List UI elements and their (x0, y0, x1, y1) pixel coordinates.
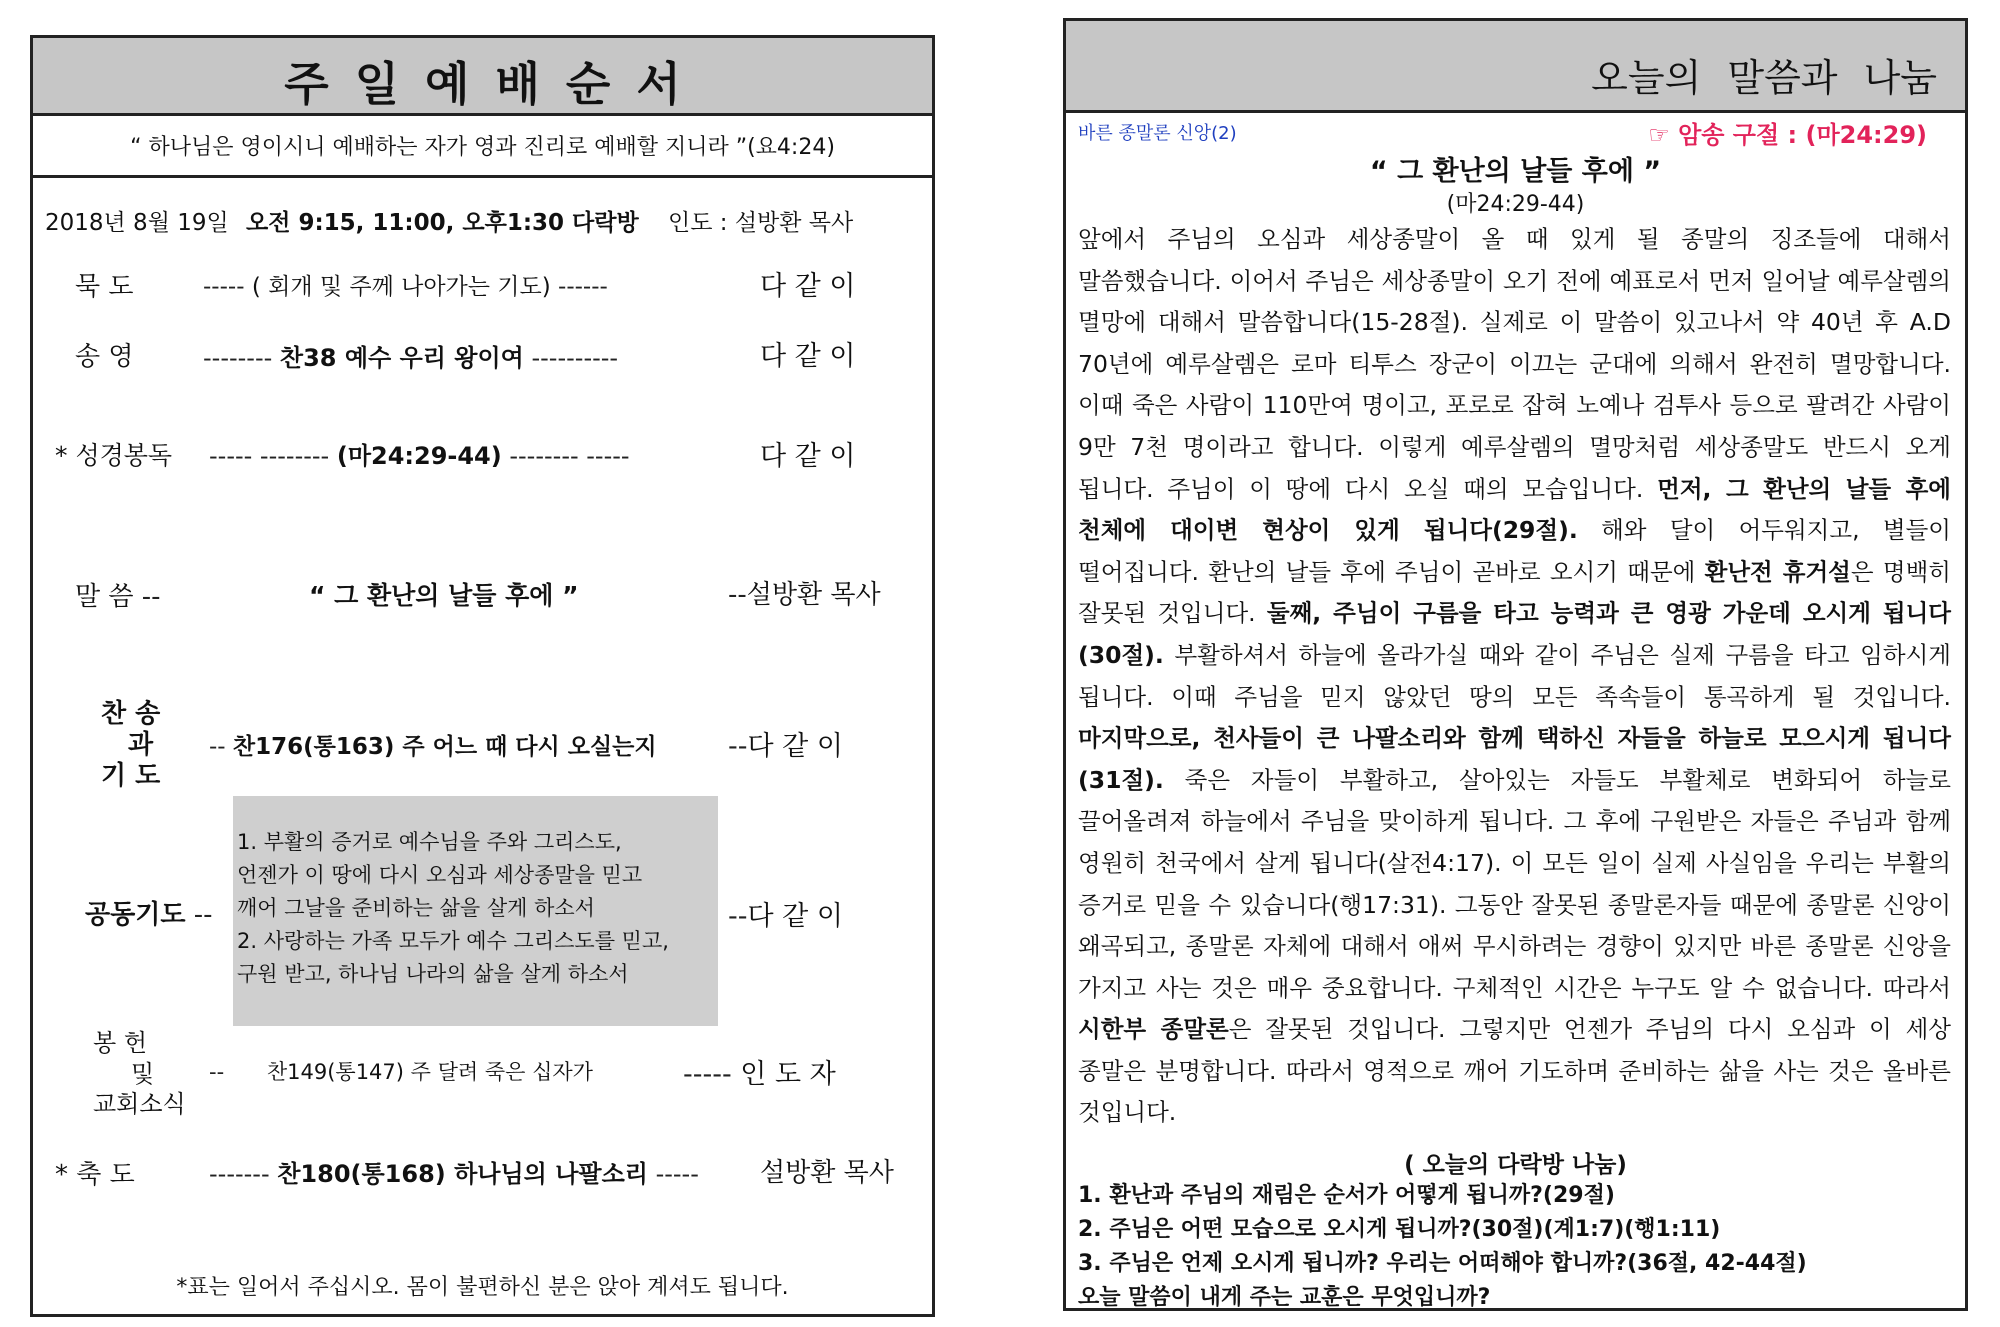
prayer-line: 언젠가 이 땅에 다시 오심과 세상종말을 믿고 (237, 863, 643, 887)
item-sermon-title: “ 그 환난의 날들 후에 ” (309, 581, 579, 610)
item-offering-label-1: 봉 헌 (93, 1029, 147, 1057)
item-doxology-label: 송 영 (75, 342, 134, 372)
body-text-6: 은 잘못된 것입니다. 그렇지만 언젠가 주님의 다시 오심과 이 세상 종말은 분명합니다. 따라서 영적으로 깨어 기도하며 준비하는 삶을 사는 것은 올바른 것입니다. (1078, 1015, 1951, 1127)
item-benediction-lead: 설방환 목사 (760, 1158, 894, 1188)
body-emphasis-5: 시한부 종말론 (1078, 1015, 1229, 1044)
body-emphasis-4: 마지막으로, 천사들이 큰 나팔소리와 함께 택하신 자들을 하늘로 모으시게 됩니다(31절). (1078, 724, 1951, 794)
word-and-sharing-panel (1063, 18, 1968, 1311)
offering-lead-text: 인 도 자 (740, 1059, 836, 1090)
item-benediction-content: ------- 찬180(통168) 하나님의 나팔소리 ----- (209, 1160, 699, 1188)
sermon-series-label: 바른 종말론 신앙(2) (1078, 123, 1237, 144)
question-item: 1. 환난과 주님의 재림은 순서가 어떻게 됩니까?(29절) (1078, 1183, 1615, 1208)
offering-hymn: 찬149(통147) 주 달려 죽은 십자가 (266, 1060, 593, 1084)
word-and-sharing-header (1066, 21, 1965, 113)
hymn-title: 찬176(통163) 주 어느 때 다시 오실는지 (232, 734, 657, 760)
item-benediction-label: * 축 도 (55, 1160, 135, 1190)
item-scripture-label: * 성경봉독 (55, 441, 173, 470)
body-text-3: 은 명백히 잘못된 것입니다. (1078, 557, 1951, 628)
body-text-5: 죽은 자들이 부활하고, 살아있는 자들도 부활체로 변화되어 하늘로 끌어올려져 하늘에서 주님을 맞이하게 됩니다. 그 후에 구원받은 자들은 주님과 함께 영원히 천국에서 살게 됩니다(살전4:17). 이 모든 일이 실제 사실임을 우리는 부활의 증거로 믿을 수 있습니다(행17:31). 그동안 잘못된 종말론자들 때문에 종말론 신앙이 왜곡되고, 종말론 자체에 대해서 애써 무시하려는 경향이 있지만 바른 종말론 신앙을 가지고 사는 것은 매우 중요합니다. 구체적인 시간은 누구도 알 수 없습니다. 따라서 (1078, 765, 1951, 1002)
item-offering-label-2: 및 (131, 1060, 155, 1088)
common-prayer-lead-text: 다 같 이 (747, 901, 843, 932)
body-text-2: 해와 달이 어두워지고, 별들이 떨어집니다. 환난의 날들 후에 주님이 곧바로 오시기 때문에 (1078, 516, 1951, 586)
question-item: 오늘 말씀이 내게 주는 교훈은 무엇입니까? (1078, 1285, 1491, 1310)
common-prayer-label-text: 공동기도 (85, 900, 186, 930)
item-sermon-label: 말 씀 -- (75, 582, 161, 612)
item-offering-content: -- 찬149(통147) 주 달려 죽은 십자가 (209, 1060, 593, 1084)
item-hymn-label-2: 과 (128, 730, 154, 760)
item-hymn-content: -- 찬176(통163) 주 어느 때 다시 오실는지 (209, 734, 657, 760)
prayer-line: 구원 받고, 하나님 나라의 삶을 살게 하소서 (237, 962, 629, 986)
item-hymn-label-1: 찬 송 (101, 699, 161, 729)
doxology-hymn: 찬38 예수 우리 왕이여 (279, 344, 524, 372)
item-offering-label-3: 교회소식 (93, 1090, 186, 1118)
item-common-prayer-lead: --다 같 이 (728, 901, 843, 932)
benediction-hymn: 찬180(통168) 하나님의 나팔소리 (277, 1160, 648, 1188)
hymn-lead-text: 다 같 이 (747, 731, 843, 762)
item-common-prayer-label: 공동기도 -- (85, 900, 213, 930)
sharing-title: ( 오늘의 다락방 나눔) (1404, 1152, 1627, 1178)
standing-note: *표는 일어서 주십시오. 몸이 불편하신 분은 앉아 계셔도 됩니다. (176, 1275, 789, 1300)
item-scripture-content: ----- -------- (마24:29-44) -------- ----- (209, 442, 630, 470)
body-emphasis-2: 환난전 휴거설 (1704, 557, 1851, 586)
body-text-4: 부활하셔서 하늘에 올라가실 때와 같이 주님은 실제 구름을 타고 임하시게 됩니다. 이때 주님을 믿지 않았던 땅의 모든 족속들이 통곡하게 될 것입니다. (1078, 640, 1951, 711)
prayer-line: 깨어 그날을 준비하는 삶을 살게 하소서 (237, 896, 595, 920)
memory-verse: ☞ 암송 구절 : (마24:29) (1648, 121, 1927, 149)
body-emphasis-3: 둘째, 주님이 구름을 타고 능력과 큰 영광 가운데 오시게 됩니다(30절). (1078, 599, 1951, 669)
common-prayer-box (233, 796, 718, 1026)
worship-order-header (33, 38, 932, 116)
item-doxology-lead: 다 같 이 (760, 341, 856, 372)
body-emphasis-1: 먼저, 그 환난의 날들 후에 천체에 대이변 현상이 있게 됩니다(29절). (1078, 474, 1952, 545)
sermon-reference: (마24:29-44) (1446, 192, 1585, 217)
word-and-sharing-title: 오늘의 말씀과 나눔 (1591, 56, 1937, 100)
item-scripture-lead: 다 같 이 (760, 441, 856, 472)
sermon-title: “ 그 환난의 날들 후에 ” (1369, 156, 1662, 187)
sermon-preacher-text: 설방환 목사 (746, 580, 881, 610)
service-times: 오전 9:15, 11:00, 오후1:30 다락방 (246, 210, 639, 236)
silent-prayer-text: ( 회개 및 주께 나아가는 기도) (251, 274, 551, 300)
item-hymn-label-3: 기 도 (101, 761, 161, 791)
item-doxology-content: -------- 찬38 예수 우리 왕이여 ---------- (203, 344, 619, 372)
item-offering-lead: ----- 인 도 자 (683, 1059, 836, 1090)
sermon-label-text: 말 씀 (75, 582, 134, 612)
service-leader: 인도 : 설방환 목사 (668, 210, 854, 236)
body-text-1: 앞에서 주님의 오심과 세상종말이 올 때 있게 될 종말의 징조들에 대해서 말씀했습니다. 이어서 주님은 세상종말이 오기 전에 예표로서 먼저 일어날 예루살렘의 멸망에 대해서 말씀합니다(15-28절). 실제로 이 말씀이 있고나서 약 40년 후 A.D 70년에 예루살렘은 로마 티투스 장군이 이끄는 군대에 의해서 완전히 멸망합니다. 이때 죽은 사람이 110만여 명이고, 포로로 잡혀 노예나 검투사 등으로 팔려간 사람이 9만 7천 명이라고 합니다. 이렇게 예루살렘의 멸망처럼 세상종말도 반드시 오게 됩니다. 주님이 이 땅에 다시 오실 때의 모습입니다. (1078, 225, 1951, 503)
item-silent-prayer-content: ----- ( 회개 및 주께 나아가는 기도) ------ (203, 274, 608, 300)
prayer-line: 1. 부활의 증거로 예수님을 주와 그리스도, (237, 830, 622, 854)
item-sermon-preacher: --설방환 목사 (728, 580, 881, 610)
worship-order-title: 주일예배순서 (284, 57, 707, 111)
item-silent-prayer-label: 묵 도 (75, 272, 134, 302)
prayer-line: 2. 사랑하는 가족 모두가 예수 그리스도를 믿고, (237, 929, 669, 953)
sermon-body (1078, 219, 1951, 1134)
item-hymn-lead: --다 같 이 (728, 731, 843, 762)
sharing-questions (1078, 1179, 1807, 1315)
item-silent-prayer-lead: 다 같 이 (760, 271, 856, 302)
scripture-reference: (마24:29-44) (336, 442, 502, 470)
service-date-row (45, 204, 853, 237)
theme-verse-box (33, 116, 932, 178)
question-item: 2. 주님은 어떤 모습으로 오시게 됩니까?(30절)(계1:7)(행1:11) (1078, 1217, 1721, 1242)
worship-order-panel (30, 35, 935, 1317)
service-date: 2018년 8월 19일 (45, 210, 229, 236)
theme-verse: “ 하나님은 영이시니 예배하는 자가 영과 진리로 예배할 지니라 ”(요4:24) (130, 135, 835, 160)
question-item: 3. 주님은 언제 오시게 됩니까? 우리는 어떠해야 합니까?(36절, 42-44절) (1078, 1251, 1807, 1276)
